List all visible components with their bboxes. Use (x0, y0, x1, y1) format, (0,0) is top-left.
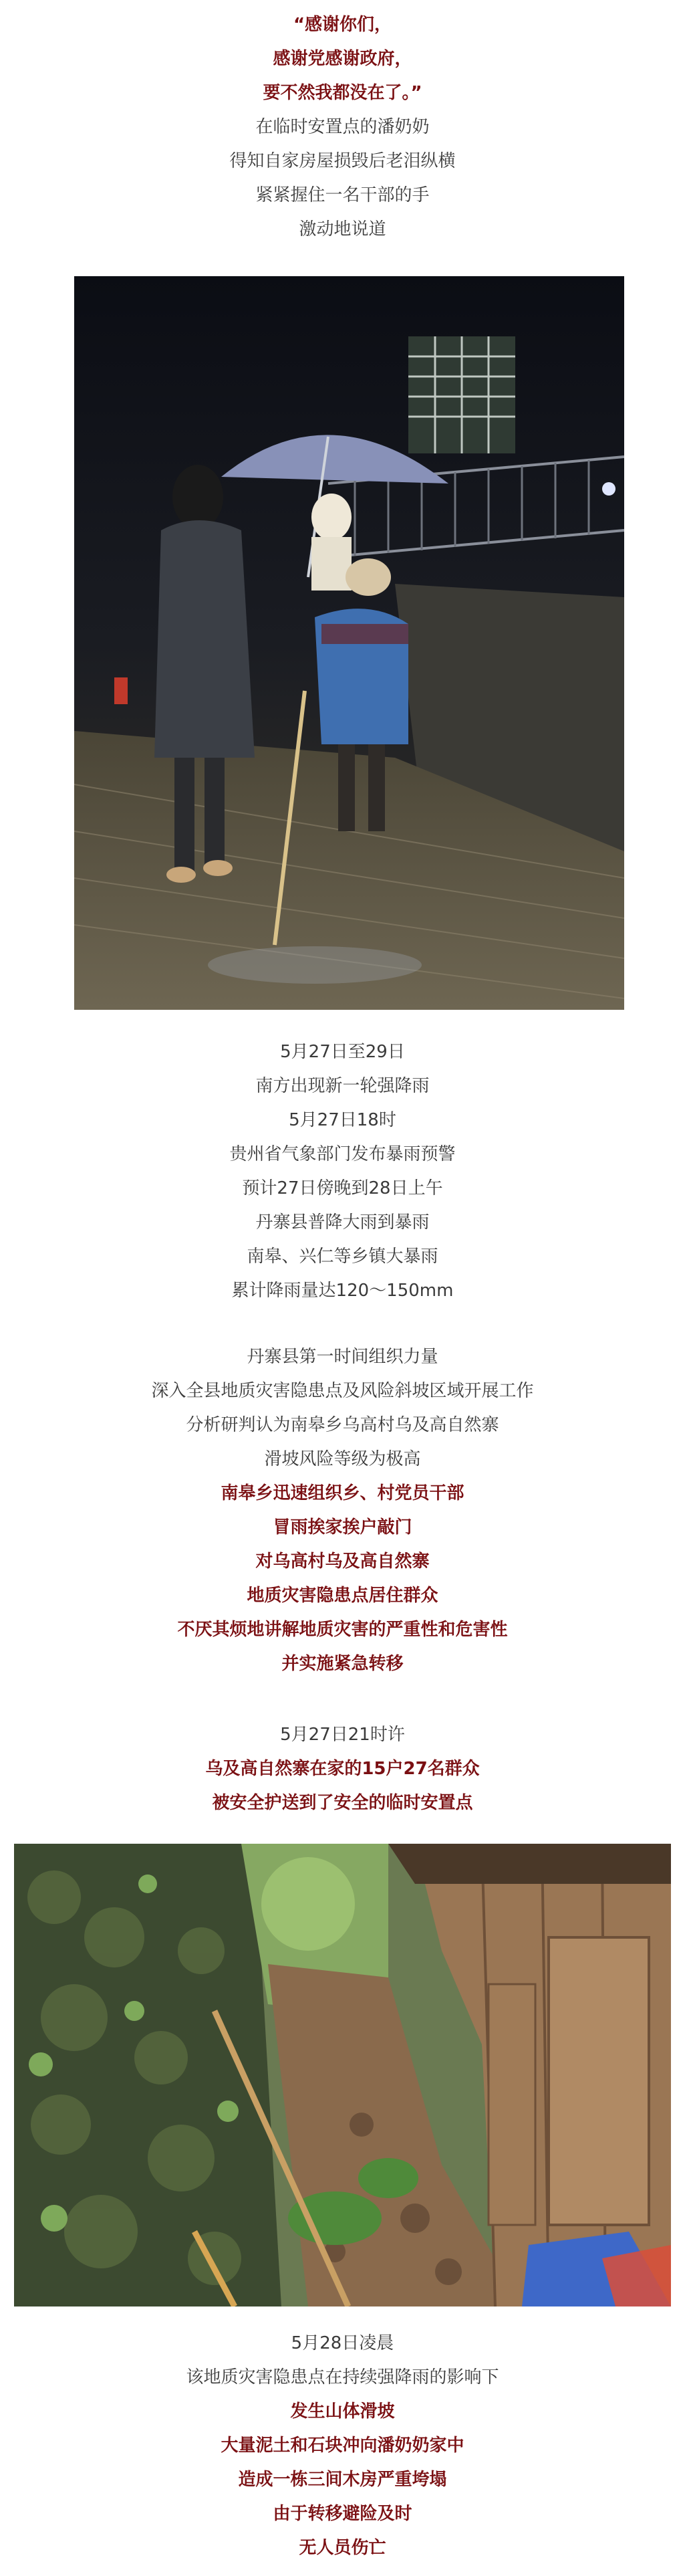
forecast-line: 贵州省气象部门发布暴雨预警 (229, 1144, 456, 1164)
landslide-line: 由于转移避险及时 (273, 2504, 412, 2524)
photo-night-evacuation (74, 276, 624, 1010)
forecast-line: 5月27日18时 (289, 1110, 396, 1130)
intro-line: 得知自家房屋损毁后老泪纵横 (229, 151, 456, 171)
response-line: 对乌高村乌及高自然寨 (255, 1551, 430, 1572)
forecast-line: 丹寨县普降大雨到暴雨 (255, 1212, 430, 1232)
intro-line: 在临时安置点的潘奶奶 (255, 117, 430, 137)
intro-text (0, 8, 685, 247)
response-text (0, 1340, 685, 1681)
transfer-line: 被安全护送到了安全的临时安置点 (212, 1793, 473, 1813)
photo-landslide-site (14, 1844, 671, 2306)
response-line: 丹寨县第一时间组织力量 (247, 1347, 438, 1367)
landslide-line: 大量泥土和石块冲向潘奶奶家中 (221, 2436, 464, 2456)
response-line: 南皋乡迅速组织乡、村党员干部 (221, 1483, 464, 1503)
response-line: 分析研判认为南皋乡乌高村乌及高自然寨 (186, 1415, 499, 1435)
landslide-text (0, 2327, 685, 2565)
response-line: 地质灾害隐患点居住群众 (247, 1586, 438, 1606)
transfer-line: 5月27日21时许 (280, 1725, 405, 1745)
forecast-line: 累计降雨量达120～150mm (231, 1281, 454, 1301)
intro-line: “感谢你们， (293, 15, 392, 35)
forecast-line: 南皋、兴仁等乡镇大暴雨 (247, 1247, 438, 1267)
landslide-line: 造成一栋三间木房严重垮塌 (238, 2470, 447, 2490)
transfer-line: 乌及高自然寨在家的15户27名群众 (205, 1759, 480, 1779)
intro-line: 紧紧握住一名干部的手 (255, 185, 430, 205)
landslide-line: 该地质灾害隐患点在持续强降雨的影响下 (186, 2367, 499, 2387)
transfer-text (0, 1718, 685, 1820)
forecast-text (0, 1035, 685, 1308)
landslide-line: 无人员伤亡 (299, 2538, 386, 2558)
response-line: 冒雨挨家挨户敲门 (273, 1517, 412, 1537)
response-line: 滑坡风险等级为极高 (264, 1449, 421, 1469)
forecast-line: 5月27日至29日 (280, 1042, 405, 1062)
intro-line: 感谢党感谢政府， (273, 49, 412, 69)
intro-line: 要不然我都没在了。” (263, 83, 422, 103)
response-line: 深入全县地质灾害隐患点及风险斜坡区域开展工作 (151, 1381, 534, 1401)
landslide-line: 5月28日凌晨 (291, 2333, 394, 2353)
forecast-line: 预计27日傍晚到28日上午 (242, 1178, 443, 1198)
landslide-line: 发生山体滑坡 (290, 2401, 395, 2422)
response-line: 不厌其烦地讲解地质灾害的严重性和危害性 (177, 1620, 508, 1640)
forecast-line: 南方出现新一轮强降雨 (255, 1076, 430, 1096)
intro-line: 激动地说道 (299, 219, 386, 239)
response-line: 并实施紧急转移 (281, 1654, 404, 1674)
